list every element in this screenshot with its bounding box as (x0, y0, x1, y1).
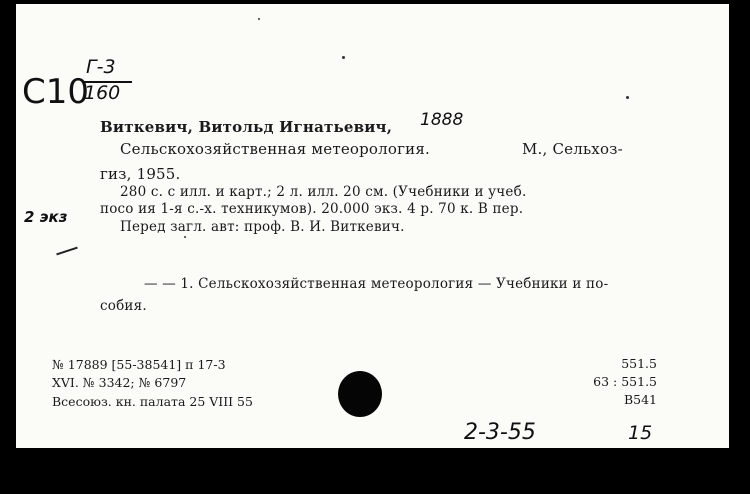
punch-hole (338, 371, 382, 417)
copies-margin-note: 2 экз (24, 208, 68, 226)
catalog-card (16, 4, 729, 448)
collation-line: 280 с. с илл. и карт.; 2 л. илл. 20 см. (Учебники и учеб. (120, 184, 527, 200)
chamber-stamp: Всесоюз. кн. палата 25 VIII 55 (52, 394, 253, 409)
subject-tracing-line1: — — 1. Сельскохозяйственная метеорология — Учебники и по- (144, 276, 609, 292)
speck (258, 18, 260, 20)
call-number-bottom: 160 (84, 82, 121, 104)
call-number-prefix: C10 (22, 72, 90, 112)
handwritten-mark: 15 (628, 422, 653, 444)
note-line: Перед загл. авт: проф. В. И. Виткевич. (120, 219, 405, 235)
margin-stroke (56, 247, 78, 256)
handwritten-date: 2-3-55 (464, 420, 536, 445)
call-number-top: Г-3 (86, 56, 116, 78)
subject-tracing-line2: собия. (100, 298, 147, 314)
speck (184, 236, 186, 238)
author-heading: Виткевич, Витольд Игнатьевич, (100, 118, 393, 136)
speck (626, 96, 629, 99)
author-birth-year: 1888 (420, 110, 464, 130)
title-line: Сельскохозяйственная метеорология. (120, 140, 431, 158)
imprint-line: гиз, 1955. (100, 165, 181, 183)
registration-codes: XVI. № 3342; № 6797 (52, 375, 187, 390)
speck (342, 56, 345, 59)
bbk-code: 63 : 551.5 (593, 374, 657, 389)
udc-code: 551.5 (621, 356, 657, 371)
author-mark: В541 (623, 392, 657, 407)
registration-number: № 17889 [55-38541] п 17-3 (52, 357, 226, 372)
publisher-line: М., Сельхоз- (522, 140, 623, 158)
series-price-line: посо ия 1-я с.-х. техникумов). 20.000 экз. 4 р. 70 к. В пер. (100, 201, 524, 217)
